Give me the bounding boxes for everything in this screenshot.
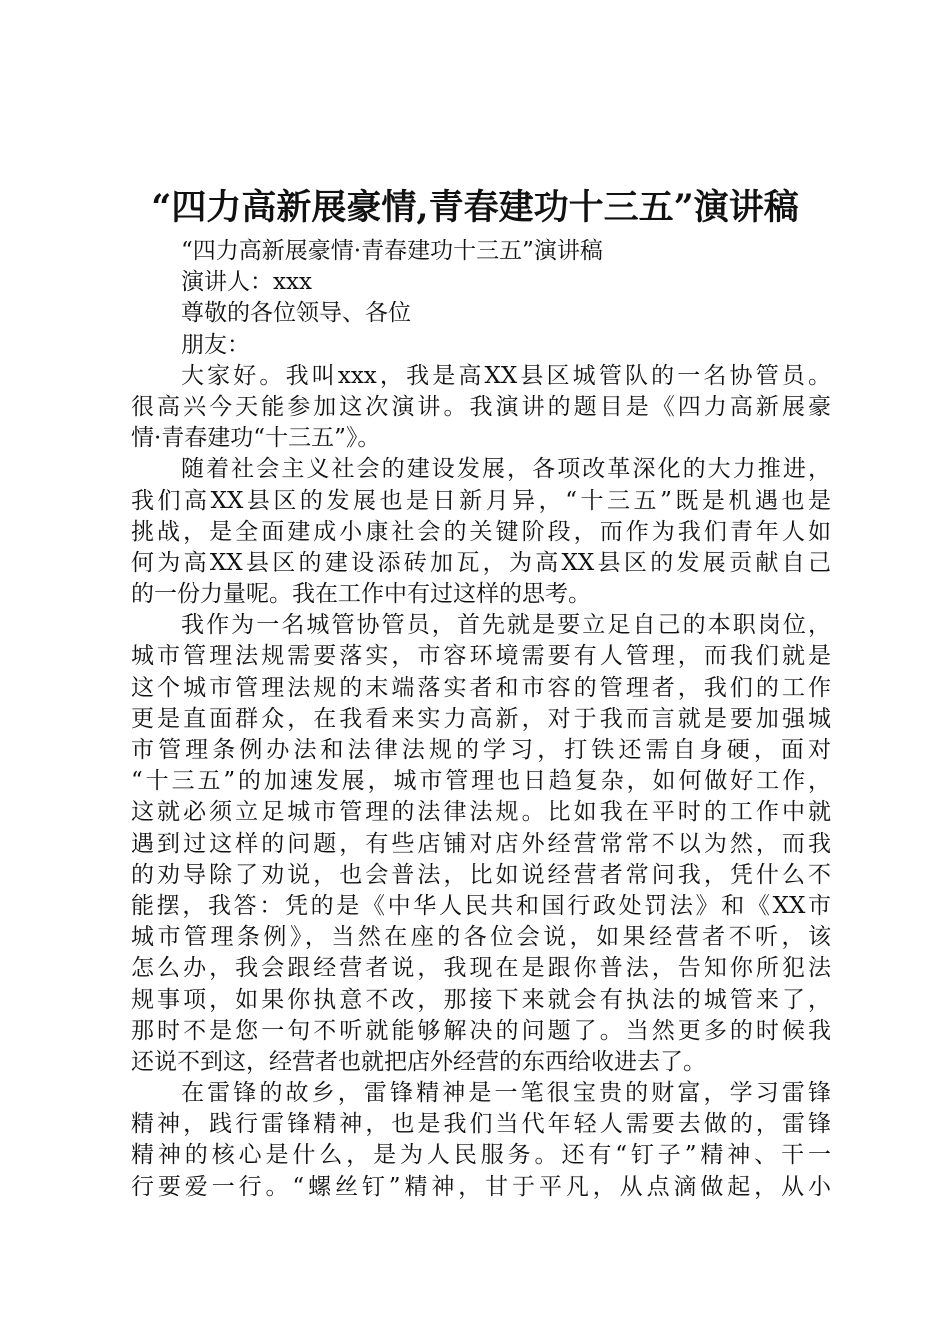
body-line: 遇到过这样的问题，有些店铺对店外经营常常不以为然，而我 (131, 830, 831, 857)
body-line: 情·青春建功“十三五”》。 (131, 425, 381, 452)
body-line: 规事项，如果你执意不改，那接下来就会有执法的城管来了， (131, 986, 831, 1013)
body-line: 尊敬的各位领导、各位 (181, 300, 411, 327)
body-line: 随着社会主义社会的建设发展，各项改革深化的大力推进， (181, 456, 831, 483)
body-line: 挑战，是全面建成小康社会的关键阶段，而作为我们青年人如 (131, 518, 831, 545)
document-body (131, 236, 831, 1203)
body-line: 更是直面群众，在我看来实力高新，对于我而言就是要加强城 (131, 705, 831, 732)
body-line: “十三五”的加速发展，城市管理也日趋复杂，如何做好工作， (131, 768, 831, 795)
body-line: 城市管理法规需要落实，市容环境需要有人管理，而我们就是 (131, 643, 831, 670)
body-line: 能摆，我答：凭的是《中华人民共和国行政处罚法》和《XX市 (131, 892, 831, 919)
body-line: 市管理条例办法和法律法规的学习，打铁还需自身硬，面对 (131, 737, 831, 763)
body-line: 这个城市管理法规的末端落实者和市容的管理者，我们的工作 (131, 674, 831, 701)
body-line: 演讲人：xxx (181, 269, 312, 296)
body-line: 精神，践行雷锋精神，也是我们当代年轻人需要去做的，雷锋 (131, 1111, 831, 1138)
body-line: 我们高XX县区的发展也是日新月异，“十三五”既是机遇也是 (131, 487, 831, 514)
body-line: 那时不是您一句不听就能够解决的问题了。当然更多的时候我 (131, 1017, 831, 1044)
document-title: “四力高新展豪情,青春建功十三五”演讲稿 (151, 187, 799, 228)
body-line: 怎么办，我会跟经营者说，我现在是跟你普法，告知你所犯法 (131, 955, 831, 982)
body-line: “四力高新展豪情·青春建功十三五”演讲稿 (181, 238, 603, 264)
body-line: 在雷锋的故乡，雷锋精神是一笔很宝贵的财富，学习雷锋 (181, 1080, 831, 1107)
body-line: 这就必须立足城市管理的法律法规。比如我在平时的工作中就 (131, 799, 831, 826)
body-line: 大家好。我叫xxx，我是高XX县区城管队的一名协管员。 (181, 362, 831, 389)
body-line: 还说不到这，经营者也就把店外经营的东西给收进去了。 (131, 1048, 706, 1075)
body-line: 的劝导除了劝说，也会普法，比如说经营者常问我，凭什么不 (131, 861, 831, 888)
body-line: 我作为一名城管协管员，首先就是要立足自己的本职岗位， (181, 612, 831, 639)
body-line: 的一份力量呢。我在工作中有过这样的思考。 (131, 581, 591, 608)
body-line: 城市管理条例》，当然在座的各位会说，如果经营者不听，该 (131, 924, 831, 951)
body-line: 朋友： (181, 331, 250, 358)
body-line: 行要爱一行。“螺丝钉”精神，甘于平凡，从点滴做起，从小 (131, 1173, 831, 1200)
body-line: 精神的核心是什么，是为人民服务。还有“钉子”精神、干一 (131, 1142, 831, 1169)
body-line: 很高兴今天能参加这次演讲。我演讲的题目是《四力高新展豪 (131, 393, 831, 420)
body-line: 何为高XX县区的建设添砖加瓦，为高XX县区的发展贡献自己 (131, 549, 831, 576)
